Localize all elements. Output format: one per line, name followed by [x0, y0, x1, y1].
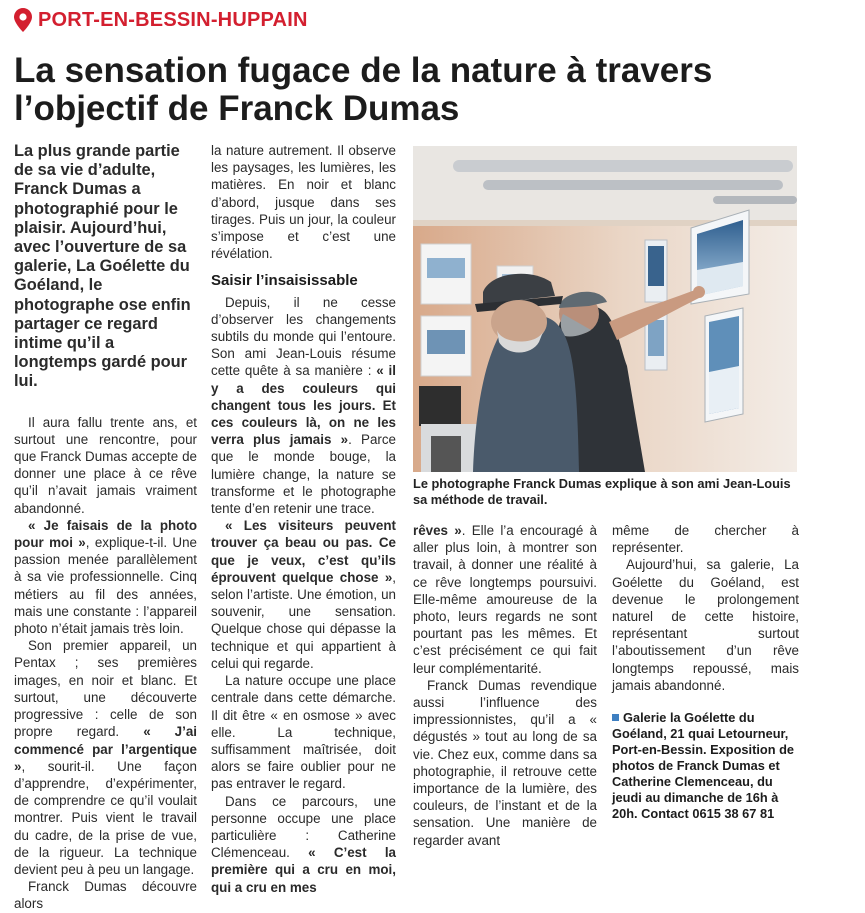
- paragraph: « Les visiteurs peuvent trouver ça beau ou pas. Ce que je veux, c’est qu’ils éprouvent quelque chose », selon l’artiste. Une émotion, un souvenir, une sensation. Quelque chose qui dépasse la technique et qui appartient à celui qui regarde.: [211, 518, 396, 671]
- bullet-square-icon: [612, 714, 619, 721]
- quote: « Les visiteurs peuvent trouver ça beau ou pas. Ce que je veux, c’est qu’ils éprouvent quelque chose »: [211, 518, 396, 585]
- article-column-4: [612, 522, 799, 822]
- paragraph: même de chercher à représenter.: [612, 523, 799, 556]
- paragraph: Depuis, il ne cesse d’observer les changements subtils du monde qui l’entoure. Son ami Jean-Louis résume cette quête à sa manière : « il y a des couleurs qui changent tous les jours. Et ces couleurs là, on ne les verra plus jamais ». Parce que le monde bouge, la lumière change, la nature se transforme et le photographe tente d’en retenir une trace.: [211, 294, 396, 517]
- gallery-info-text: Galerie la Goélette du Goéland, 21 quai Letourneur, Port-en-Bessin. Exposition de photos de Franck Dumas et Catherine Clemenceau, du jeudi au dimanche de 16h à 20h. Contact 0615 38 67 81: [612, 710, 795, 822]
- locality-label: PORT-EN-BESSIN-HUPPAIN: [38, 8, 308, 31]
- quote: « il y a des couleurs qui changent tous les jours. Et ces couleurs là, on ne les verra plus jamais »: [211, 363, 396, 448]
- map-pin-icon: [14, 8, 32, 32]
- paragraph: Son premier appareil, un Pentax ; ses premières images, en noir et blanc. Et surtout, une découverte progressive : celle de son propre regard. « J’ai commencé par l’argentique », sourit-il. Une façon d’apprendre, d’expérimenter, de comprendre ce qu’il voulait montrer. Puis vient le travail du cadre, de la prise de vue, de la rigueur. La technique devient peu à peu un langage.: [14, 638, 197, 877]
- article-photo: [413, 146, 797, 472]
- paragraph: Franck Dumas revendique aussi l’influence des impressionnistes, qu’il a « dégustés » tout au long de sa vie. Chez eux, comme dans sa photographie, il retrouve cette importance de la lumière, des couleurs, de l’instant et de la sensation. Une manière de regarder avant: [413, 677, 597, 848]
- gallery-info: [612, 710, 799, 822]
- photo-caption: Le photographe Franck Dumas explique à son ami Jean-Louis sa méthode de travail.: [413, 476, 791, 507]
- article-headline: La sensation fugace de la nature à travers l’objectif de Franck Dumas: [14, 51, 713, 128]
- paragraph: « Je faisais de la photo pour moi », explique-t-il. Une passion menée parallèlement à sa vie professionnelle. Cinq métiers au fil des années, mais une constante : l’appareil photo n’était jamais très loin.: [14, 517, 197, 637]
- paragraph: Aujourd’hui, sa galerie, La Goélette du Goéland, est devenue le prolongement naturel de cette histoire, représentant surtout l’aboutissement d’un rêve longtemps repoussé, mais jamais abandonné.: [612, 557, 799, 693]
- gallery-photo-illustration: [413, 146, 797, 472]
- quote: « Je faisais de la photo pour moi »: [14, 517, 197, 551]
- article-column-1: [14, 142, 197, 913]
- locality-header: [14, 8, 308, 32]
- article-column-3: [413, 522, 597, 849]
- subheading: Saisir l’insaisissable: [211, 272, 358, 290]
- paragraph: Dans ce parcours, une personne occupe une place particulière : Catherine Clémenceau. « C’est la première qui a cru en moi, qui a cru en mes: [211, 793, 396, 895]
- paragraph: Franck Dumas découvre alors: [14, 879, 197, 912]
- quote: « J’ai commencé par l’argentique »: [14, 724, 197, 774]
- paragraph: La nature occupe une place centrale dans cette démarche. Il dit être « en osmose » avec elle. La technique, suffisamment maîtrisée, doit alors se faire oublier pour ne pas entraver le regard.: [211, 673, 396, 792]
- paragraph: la nature autrement. Il observe les paysages, les lumières, les matières. En noir et blanc d’abord, jusque dans ses tirages. Puis un jour, la couleur s’impose et c’est une révélation.: [211, 143, 396, 262]
- article-lead: La plus grande partie de sa vie d’adulte, Franck Dumas a photographié pour le plaisir. Aujourd’hui, avec l’ouverture de sa galerie, La Goélette du Goéland, le photographe ose enfin partager ce regard intime qu’il a longtemps gardé pour lui.: [14, 142, 191, 391]
- quote: rêves »: [413, 523, 462, 538]
- article-column-2: [211, 142, 396, 896]
- paragraph: rêves ». Elle l’a encouragé à aller plus loin, à montrer son travail, à donner une réalité à ce rêve longtemps poursuivi. Elle-même amoureuse de la photo, leurs regards ne sont pourtant pas les mêmes. Et c’est précisément ce qui fait leur complémentarité.: [413, 523, 598, 676]
- quote: « C’est la première qui a cru en moi, qui a cru en mes: [211, 845, 396, 895]
- paragraph: Il aura fallu trente ans, et surtout une rencontre, pour que Franck Dumas accepte de donner une place à ce rêve qu’il n’avait jamais vraiment abandonné.: [14, 414, 197, 516]
